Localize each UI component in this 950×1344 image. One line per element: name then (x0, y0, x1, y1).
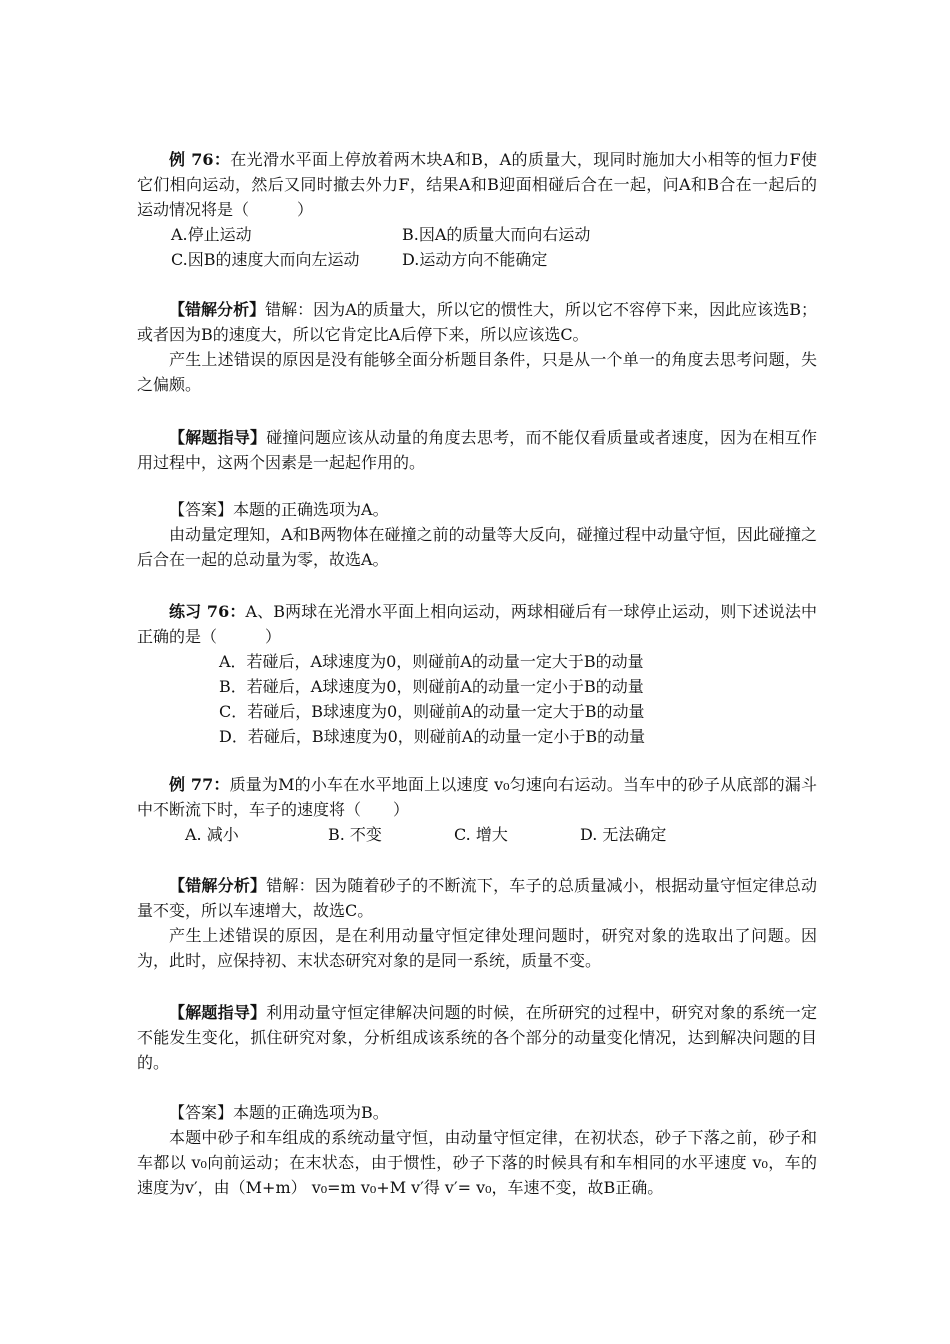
practice-76-option-a: A．若碰后，A球速度为0，则碰前A的动量一定大于B的动量 (219, 652, 644, 671)
practice-76-option-row-b (137, 674, 817, 699)
answer-77 (137, 1100, 817, 1200)
example-77-text: 质量为M的小车在水平地面上以速度 v₀匀速向右运动。当车中的砂子从底部的漏斗中不断流下时，车子的速度将（ ） (137, 775, 817, 819)
answer-76-explanation: 由动量定理知，A和B两物体在碰撞之前的动量等大反向，碰撞过程中动量守恒，因此碰撞之后合在一起的总动量为零，故选A。 (137, 525, 817, 569)
answer-76-text: 本题的正确选项为A。 (233, 500, 389, 519)
example-76-option-c: C.因B的速度大而向左运动 (171, 250, 360, 269)
practice-76-option-b: B．若碰后，A球速度为0，则碰前A的动量一定小于B的动量 (219, 677, 644, 696)
example-76-options-row-1 (137, 222, 817, 247)
example-76-question (137, 147, 817, 222)
solution-guide-77-para (137, 1000, 817, 1075)
error-analysis-76-text: 错解：因为A的质量大，所以它的惯性大，所以它不容停下来，因此应该选B；或者因为B的速度大，所以它肯定比A后停下来，所以应该选C。 (137, 300, 817, 344)
example-77-options-row (137, 822, 817, 847)
error-analysis-77-reason: 产生上述错误的原因，是在利用动量守恒定律处理问题时，研究对象的选取出了问题。因为，此时，应保持初、末状态研究对象的是同一系统，质量不变。 (137, 926, 817, 970)
solution-guide-76-label: 【解题指导】 (169, 428, 267, 447)
example-77 (137, 772, 817, 847)
answer-76 (137, 497, 817, 572)
example-76-option-a: A.停止运动 (171, 225, 252, 244)
error-analysis-77-text-para (137, 873, 817, 923)
practice-76-option-row-c (137, 699, 817, 724)
answer-76-label: 【答案】 (169, 500, 234, 519)
answer-77-explanation: 本题中砂子和车组成的系统动量守恒，由动量守恒定律，在初状态，砂子下落之前，砂子和车都以 v₀向前运动；在末状态，由于惯性，砂子下落的时候具有和车相同的水平速度 v₀，车的速度为v′，由（M+m） v₀=m v₀+M v′得 v′= v₀，车速不变，故B正确。 (137, 1128, 817, 1197)
example-77-option-a: A. 减小 (185, 825, 239, 844)
example-77-option-c: C. 增大 (454, 825, 508, 844)
practice-76-option-c: C．若碰后，B球速度为0，则碰前A的动量一定大于B的动量 (219, 702, 645, 721)
practice-76-question (137, 599, 817, 649)
error-analysis-77-text: 错解：因为随着砂子的不断流下，车子的总质量减小，根据动量守恒定律总动量不变，所以车速增大，故选C。 (137, 876, 817, 920)
error-analysis-76-reason: 产生上述错误的原因是没有能够全面分析题目条件，只是从一个单一的角度去思考问题，失之偏颇。 (137, 350, 817, 394)
example-76 (137, 147, 817, 272)
error-analysis-77-label: 【错解分析】 (169, 876, 267, 895)
practice-76-option-row-d (137, 724, 817, 749)
practice-76-label: 练习 76： (169, 602, 246, 621)
answer-77-para (137, 1100, 817, 1125)
solution-guide-77-text: 利用动量守恒定律解决问题的时候，在所研究的过程中，研究对象的系统一定不能发生变化，抓住研究对象，分析组成该系统的各个部分的动量变化情况，达到解决问题的目的。 (137, 1003, 817, 1072)
example-76-options-row-2 (137, 247, 817, 272)
solution-guide-77-label: 【解题指导】 (169, 1003, 267, 1022)
solution-guide-76-text: 碰撞问题应该从动量的角度去思考，而不能仅看质量或者速度，因为在相互作用过程中，这两个因素是一起起作用的。 (137, 428, 817, 472)
answer-76-para (137, 497, 817, 522)
practice-76-text: A、B两球在光滑水平面上相向运动，两球相碰后有一球停止运动，则下述说法中正确的是（ ） (137, 602, 817, 646)
error-analysis-76-label: 【错解分析】 (169, 300, 266, 319)
example-76-label: 例 76： (169, 150, 231, 169)
example-77-option-b: B. 不变 (328, 825, 382, 844)
practice-76-option-d: D．若碰后，B球速度为0，则碰前A的动量一定小于B的动量 (219, 727, 646, 746)
answer-77-text: 本题的正确选项为B。 (233, 1103, 389, 1122)
error-analysis-76 (137, 297, 817, 397)
example-76-text: 在光滑水平面上停放着两木块A和B，A的质量大，现同时施加大小相等的恒力F使它们相向运动，然后又同时撤去外力F，结果A和B迎面相碰后合在一起，问A和B合在一起后的运动情况将是（ ） (137, 150, 817, 219)
practice-76-option-row-a (137, 649, 817, 674)
solution-guide-76 (137, 425, 817, 475)
example-77-label: 例 77： (169, 775, 230, 794)
answer-77-label: 【答案】 (169, 1103, 234, 1122)
example-77-question (137, 772, 817, 822)
example-76-option-d: D.运动方向不能确定 (402, 250, 548, 269)
solution-guide-76-para (137, 425, 817, 475)
practice-76 (137, 599, 817, 749)
error-analysis-77 (137, 873, 817, 973)
example-77-option-d: D. 无法确定 (580, 825, 667, 844)
example-76-option-b: B.因A的质量大而向右运动 (402, 225, 591, 244)
solution-guide-77 (137, 1000, 817, 1075)
error-analysis-76-text-para (137, 297, 817, 347)
